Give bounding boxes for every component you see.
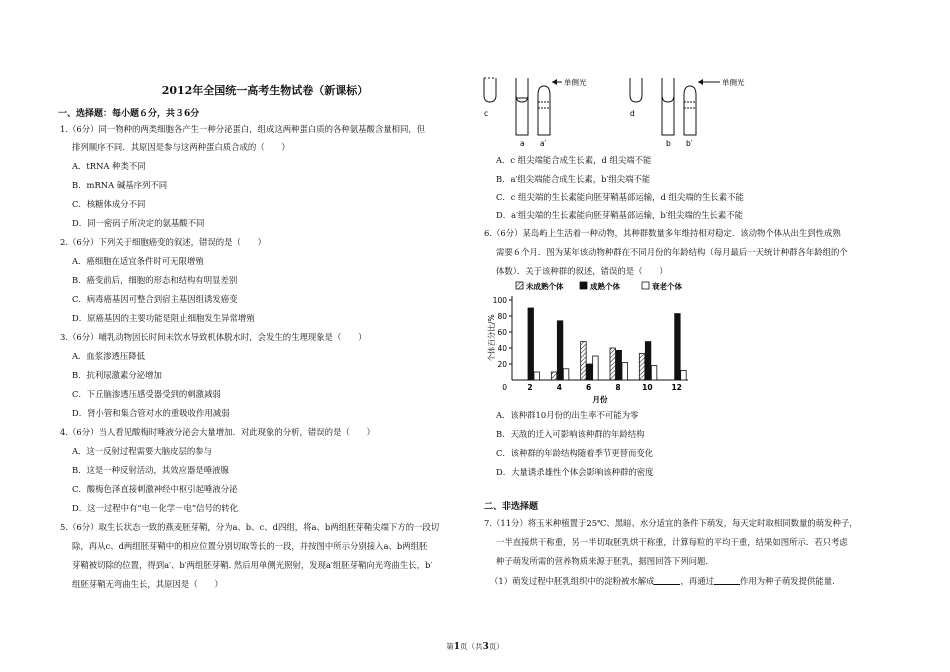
coleoptile-b xyxy=(662,92,674,135)
q2-option-b[interactable]: B．癌变前后，细胞的形态和结构有明显差别 xyxy=(72,275,238,285)
q7-stem-line3: 种子萌发所需的营养物质来源于胚乳，据图回答下列问题． xyxy=(496,556,714,566)
coleoptile-a-prime xyxy=(538,86,550,135)
q4-stem: 4.（6分）当人看见酸梅时唾液分泌会大量增加．对此现象的分析，错误的是（ ） xyxy=(60,427,375,437)
bar-4-s2 xyxy=(557,321,563,380)
page-title: 2012年全国统一高考生物试卷（新课标） xyxy=(161,84,369,97)
legend-swatch-3 xyxy=(642,282,649,289)
q3-option-c[interactable]: C．下丘脑渗透压感受器受到的刺激减弱 xyxy=(72,389,221,399)
bar-12-s3 xyxy=(681,370,687,380)
coleoptile-d xyxy=(630,78,642,102)
q6-stem-line3: 体数）．关于该种群的叙述，错误的是（ ） xyxy=(496,266,668,276)
q4-option-a[interactable]: A．这一反射过程需要大脑皮层的参与 xyxy=(72,446,213,456)
y-axis-label: 个体百分比/% xyxy=(487,314,496,362)
q2-option-a[interactable]: A．癌细胞在适宜条件时可无限增殖 xyxy=(72,256,204,266)
section-choice-heading: 一、选择题：每小题６分，共３6分 xyxy=(58,109,200,119)
q1-option-b[interactable]: B．mRNA 碱基序列不同 xyxy=(72,180,168,190)
q5-option-d[interactable]: D．a′组尖端的生长素能向胚芽鞘基部运输，b′组尖端的生长素不能 xyxy=(496,210,743,220)
q2-option-d[interactable]: D．原癌基因的主要功能是阻止细胞发生异常增殖 xyxy=(72,313,255,323)
x-tick-label: 2 xyxy=(527,383,533,392)
age-structure-chart xyxy=(480,280,700,405)
q6-stem-line2: 需要６个月．图为某年该动物种群在不同月份的年龄结构（每月最后一天统计种群各年龄组的个 xyxy=(496,247,848,257)
q6-option-b[interactable]: B．天敌的迁入可影响该种群的年龄结构 xyxy=(496,429,645,439)
q4-option-c[interactable]: C．酸梅色泽直接刺激神经中枢引起唾液分泌 xyxy=(72,484,238,494)
y-tick-label: 80 xyxy=(497,312,507,321)
x-tick-label: 8 xyxy=(615,383,621,392)
q5-stem-line2: 除，再从c、d两组胚芽鞘中的相应位置分别切取等长的一段，并按图中所示分别接入a、b两组胚 xyxy=(72,541,428,551)
label-b: b xyxy=(666,139,671,148)
q1-stem-line1: 1.（6分）同一物种的两类细胞各产生一种分泌蛋白，组成这两种蛋白质的各种氨基酸含量相同，但 xyxy=(60,124,426,134)
bar-6-s3 xyxy=(593,356,599,380)
q7-sub1-part1: （1）萌发过程中胚乳组织中的淀粉被水解成 xyxy=(490,576,655,586)
bar-6-s1 xyxy=(581,342,587,380)
answer-blank-1[interactable] xyxy=(654,575,680,585)
bar-2-s3 xyxy=(534,372,540,380)
footer-page-number: 1 xyxy=(453,642,460,652)
q4-option-d[interactable]: D．这一过程中有“电－化学－电”信号的转化 xyxy=(72,503,239,513)
q6-option-c[interactable]: C．该种群的年龄结构随着季节更替而变化 xyxy=(496,448,654,458)
q6-stem-line1: 6.（6分）某岛屿上生活着一种动物，其种群数量多年维持相对稳定．该动物个体从出生到性成熟 xyxy=(484,228,841,238)
footer-pre: 第 xyxy=(446,642,454,651)
legend-label-1: 未成熟个体 xyxy=(526,282,564,291)
coleoptile-b-prime xyxy=(684,86,696,135)
bar-8-s1 xyxy=(610,348,616,380)
origin-label: 0 xyxy=(502,383,507,392)
light-label-left: 单侧光 xyxy=(564,78,587,87)
coleoptile-c xyxy=(484,78,496,102)
label-a: a xyxy=(520,139,525,148)
bar-4-s3 xyxy=(563,369,569,380)
x-axis-label: 月份 xyxy=(592,395,608,404)
y-tick-label: 60 xyxy=(497,328,507,337)
label-d: d xyxy=(630,109,635,118)
q3-option-d[interactable]: D．肾小管和集合管对水的重吸收作用减弱 xyxy=(72,408,230,418)
legend-swatch-2 xyxy=(580,282,587,289)
page-footer xyxy=(0,641,950,652)
bar-10-s2 xyxy=(645,342,651,380)
q1-option-a[interactable]: A．tRNA 种类不同 xyxy=(72,161,146,171)
q2-stem: 2.（6分）下列关于细胞癌变的叙述，错误的是（ ） xyxy=(60,237,266,247)
q5-option-a[interactable]: A．c 组尖端能合成生长素，d 组尖端不能 xyxy=(496,155,652,165)
q1-option-c[interactable]: C．核糖体成分不同 xyxy=(72,199,146,209)
q5-stem-line3: 芽鞘被切除的位置，得到a′、b′两组胚芽鞘. 然后用单侧光照射，发现a′组胚芽鞘向光弯曲生长，b′ xyxy=(72,560,433,570)
q7-sub1-part3: 作用为种子萌发提供能量. xyxy=(739,576,835,586)
bar-8-s3 xyxy=(622,362,628,380)
q1-option-d[interactable]: D．同一密码子所决定的氨基酸不同 xyxy=(72,218,205,228)
legend-label-2: 成熟个体 xyxy=(590,282,620,291)
label-c: c xyxy=(484,109,489,118)
y-tick-label: 40 xyxy=(497,344,507,353)
legend-swatch-1 xyxy=(516,282,523,289)
q4-option-b[interactable]: B．这是一种反射活动，其效应器是唾液腺 xyxy=(72,465,229,475)
x-tick-label: 4 xyxy=(556,383,562,392)
legend-label-3: 衰老个体 xyxy=(652,282,682,291)
footer-mid: 页（共 xyxy=(460,642,483,651)
bar-10-s1 xyxy=(639,354,645,380)
bar-6-s2 xyxy=(587,364,593,380)
label-a-prime: a′ xyxy=(540,139,547,148)
x-tick-label: 10 xyxy=(642,383,653,392)
q7-stem-line1: 7.（11分）将玉米种植置于25℃、黑暗、水分适宜的条件下萌发，每天定时取相同数量的萌发种子， xyxy=(484,518,858,528)
x-tick-label: 6 xyxy=(586,383,592,392)
bar-12-s2 xyxy=(675,314,681,380)
q5-stem-line1: 5.（6分）取生长状态一致的燕麦胚芽鞘，分为a、b、c、d四组，将a、b两组胚芽鞘尖端下方的一段切 xyxy=(60,522,440,532)
label-b-prime: b′ xyxy=(686,139,693,148)
q5-option-b[interactable]: B．a′组尖端能合成生长素，b′组尖端不能 xyxy=(496,174,651,184)
q3-stem: 3.（6分）哺乳动物因长时间未饮水导致机体脱水时，会发生的生理现象是（ ） xyxy=(60,332,367,342)
q2-option-c[interactable]: C．病毒癌基因可整合到宿主基因组诱发癌变 xyxy=(72,294,238,304)
x-tick-label: 12 xyxy=(671,383,682,392)
q5-stem-line4: 组胚芽鞘无弯曲生长，其原因是（ ） xyxy=(72,579,223,589)
q6-option-d[interactable]: D．大量诱杀雄性个体会影响该种群的密度 xyxy=(496,467,654,477)
bar-8-s2 xyxy=(616,350,622,380)
coleoptile-figure xyxy=(480,70,780,150)
bar-2-s2 xyxy=(528,308,534,380)
q3-option-a[interactable]: A．血浆渗透压降低 xyxy=(72,351,146,361)
q7-sub1-part2: ，再通过 xyxy=(680,576,714,586)
q7-sub1 xyxy=(490,575,835,587)
q3-option-b[interactable]: B．抗利尿激素分泌增加 xyxy=(72,370,162,380)
y-tick-label: 100 xyxy=(492,296,507,305)
q6-option-a[interactable]: A．该种群10月份的出生率不可能为零 xyxy=(496,410,639,420)
light-label-right: 单侧光 xyxy=(722,78,745,87)
footer-post: 页） xyxy=(488,642,504,651)
answer-blank-2[interactable] xyxy=(714,575,740,585)
q5-option-c[interactable]: C．c 组尖端的生长素能向胚芽鞘基部运输，d 组尖端的生长素不能 xyxy=(496,192,744,202)
q7-stem-line2: 一半直接烘干称重，另一半切取胚乳烘干称重，计算每粒的平均干重，结果如图所示．若只考虑 xyxy=(496,537,848,547)
bar-4-s1 xyxy=(551,372,557,380)
section-nonchoice-heading: 二、非选择题 xyxy=(484,502,539,512)
footer-total-pages: 3 xyxy=(482,642,489,652)
y-tick-label: 20 xyxy=(497,360,507,369)
q1-stem-line2: 排列顺序不同．其原因是参与这两种蛋白质合成的（ ） xyxy=(72,142,290,152)
bar-10-s3 xyxy=(651,366,657,380)
